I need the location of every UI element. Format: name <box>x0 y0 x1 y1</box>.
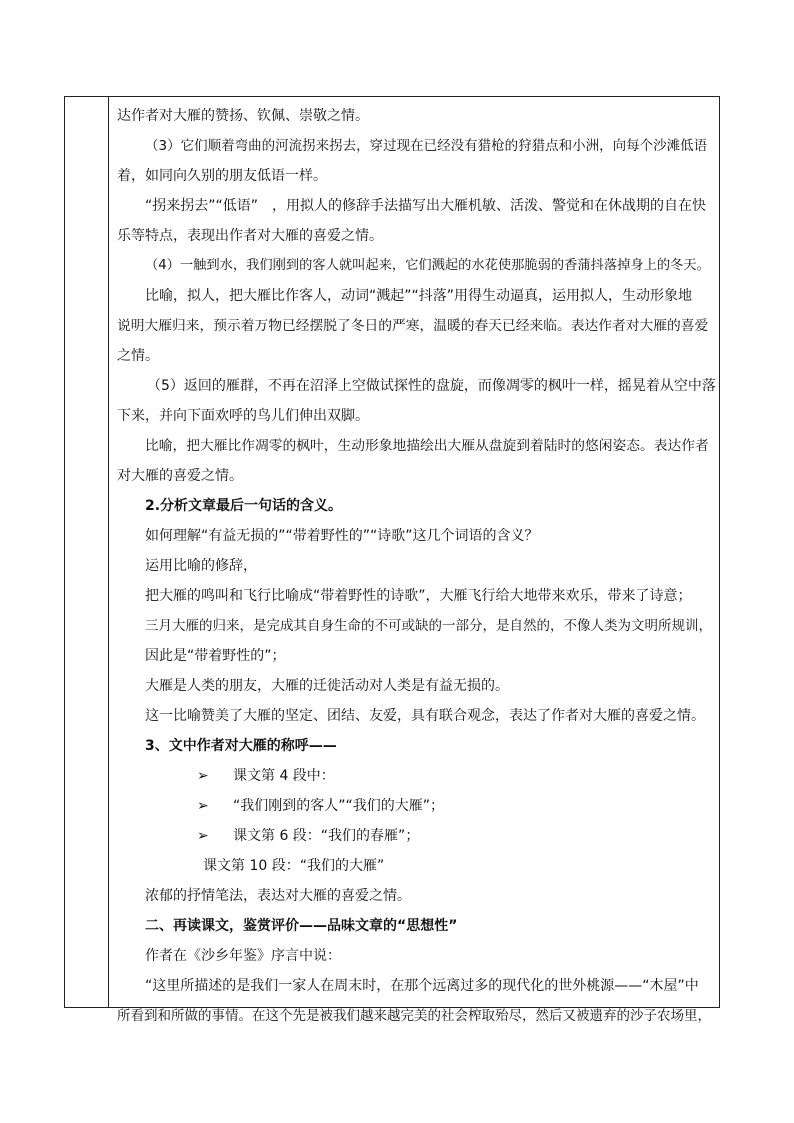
bullet-text: 课文第 4 段中： <box>233 768 335 784</box>
bullet-text: 课文第 6 段：“我们的春雁”； <box>233 828 420 844</box>
text-line: 课文第 10 段：“我们的大雁” <box>203 858 385 874</box>
left-column-cell <box>65 97 109 1007</box>
section-heading: 2.分析文章最后一句话的含义。 <box>145 498 343 514</box>
bullet-arrow-icon: ➢ <box>197 768 209 784</box>
text-line: 乐等特点，表现出作者对大雁的喜爱之情。 <box>117 228 383 244</box>
text-line: 三月大雁的归来，是完成其自身生命的不可或缺的一部分，是自然的，不像人类为文明所规训， <box>145 618 712 634</box>
text-line: 这一比喻赞美了大雁的坚定、团结、友爱，具有联合观念，表达了作者对大雁的喜爱之情。 <box>145 708 705 724</box>
bullet-text: “我们刚到的客人”“我们的大雁”； <box>233 798 445 814</box>
bullet-item <box>117 821 713 851</box>
text-line: 大雁是人类的朋友，大雁的迁徙活动对人类是有益无损的。 <box>145 678 509 694</box>
text-line: 因此是“带着野性的”； <box>145 648 286 664</box>
text-line: （5）返回的雁群，不再在沼泽上空做试探性的盘旋，而像凋零的枫叶一样，摇晃着从空中落 <box>147 378 716 394</box>
text-line: 所看到和所做的事情。在这个先是被我们越来越完美的社会榨取殆尽，然后又被遗弃的沙子农场里， <box>117 1008 711 1024</box>
lesson-table <box>64 96 720 1024</box>
text-line: 浓郁的抒情笔法，表达对大雁的喜爱之情。 <box>145 888 411 904</box>
bullet-arrow-icon: ➢ <box>197 828 209 844</box>
bullet-arrow-icon: ➢ <box>197 798 209 814</box>
bullet-item <box>117 761 713 791</box>
text-line: “这里所描述的是我们一家人在周末时，在那个远离过多的现代化的世外桃源——“木屋”中 <box>145 978 699 994</box>
text-line: 说明大雁归来，预示着万物已经摆脱了冬日的严寒，温暖的春天已经来临。表达作者对大雁的喜爱 <box>117 318 709 334</box>
bullet-item <box>117 791 713 821</box>
text-line: 对大雁的喜爱之情。 <box>117 468 243 484</box>
text-line: 比喻，把大雁比作凋零的枫叶，生动形象地描绘出大雁从盘旋到着陆时的悠闲姿态。表达作者 <box>145 438 709 454</box>
content-cell <box>117 101 716 1031</box>
text-line: 比喻，拟人，把大雁比作客人，动词“溅起”“抖落”用得生动逼真，运用拟人，生动形象地 <box>145 288 693 304</box>
text-line: 下来，并向下面欢呼的鸟儿们伸出双脚。 <box>117 408 369 424</box>
section-heading: 二、再读课文，鉴赏评价——品味文章的“思想性” <box>145 918 458 934</box>
text-line: “拐来拐去”“低语” ，用拟人的修辞手法描写出大雁机敏、活泼、警觉和在休战期的自在快 <box>145 198 707 214</box>
text-line: （4）一触到水，我们刚到的客人就叫起来，它们溅起的水花使那脆弱的香蒲抖落掉身上的冬天。 <box>145 258 710 273</box>
text-line: 作者在《沙乡年鉴》序言中说： <box>145 948 341 964</box>
text-line: 把大雁的鸣叫和飞行比喻成“带着野性的诗歌”，大雁飞行给大地带来欢乐，带来了诗意； <box>145 588 692 604</box>
text-line: （3）它们顺着弯曲的河流拐来拐去，穿过现在已经没有猎枪的狩猎点和小洲，向每个沙滩低语 <box>145 138 708 154</box>
text-line: 达作者对大雁的赞扬、钦佩、崇敬之情。 <box>117 108 369 124</box>
text-line: 着，如同向久别的朋友低语一样。 <box>117 168 327 184</box>
text-line: 运用比喻的修辞， <box>145 558 257 574</box>
section-heading: 3、文中作者对大雁的称呼—— <box>145 738 337 754</box>
text-line: 之情。 <box>117 348 159 364</box>
text-line: 如何理解“有益无损的”“带着野性的”“诗歌”这几个词语的含义？ <box>145 528 539 544</box>
